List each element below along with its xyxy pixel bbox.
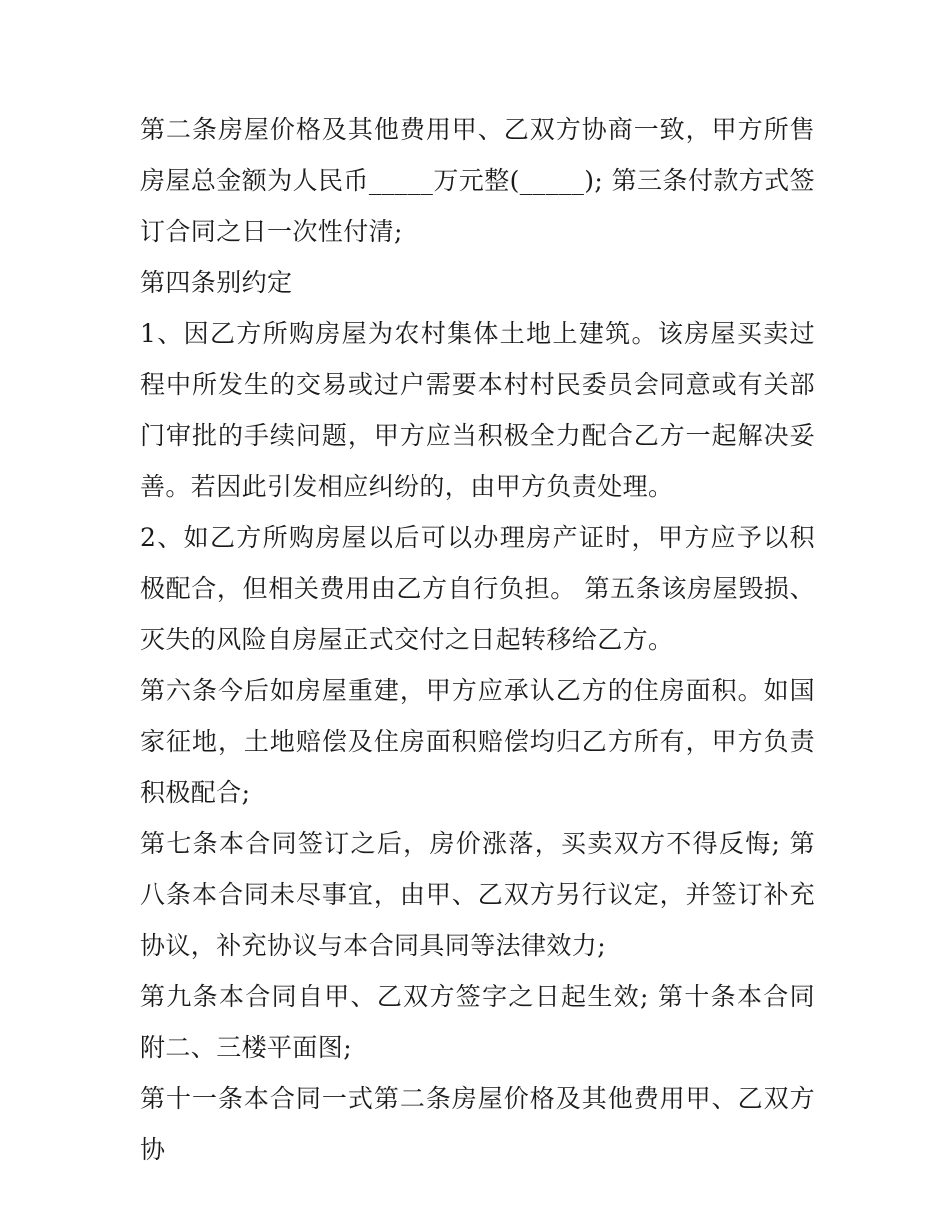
paragraph-article-11: 第十一条本合同一式第二条房屋价格及其他费用甲、乙双方协: [140, 1084, 815, 1164]
paragraph-clause-2: 2、如乙方所购房屋以后可以办理房产证时，甲方应予以积极配合，但相关费用由乙方自行负担。 第五条该房屋毁损、灭失的风险自房屋正式交付之日起转移给乙方。: [140, 523, 815, 654]
paragraph-article-6: 第六条今后如房屋重建，甲方应承认乙方的住房面积。如国家征地，土地赔偿及住房面积赔偿均归乙方所有，甲方负责积极配合;: [140, 676, 815, 807]
paragraph-clause-1: 1、因乙方所购房屋为农村集体土地上建筑。该房屋买卖过程中所发生的交易或过户需要本村村民委员会同意或有关部门审批的手续问题，甲方应当积极全力配合乙方一起解决妥善。若因此引发相应纠纷的，由甲方负责处理。: [140, 319, 815, 501]
document-body: [140, 104, 815, 1175]
paragraph-article-7-8: 第七条本合同签订之后，房价涨落，买卖双方不得反悔; 第八条本合同未尽事宜，由甲、乙双方另行议定，并签订补充协议，补充协议与本合同具同等法律效力;: [140, 829, 815, 960]
paragraph-article-9-10: 第九条本合同自甲、乙双方签字之日起生效; 第十条本合同附二、三楼平面图;: [140, 982, 815, 1062]
paragraph-article-2-3: 第二条房屋价格及其他费用甲、乙双方协商一致，甲方所售房屋总金额为人民币_____万元整(_____); 第三条付款方式签订合同之日一次性付清;: [140, 115, 815, 246]
paragraph-article-4-heading: 第四条别约定: [140, 268, 293, 297]
